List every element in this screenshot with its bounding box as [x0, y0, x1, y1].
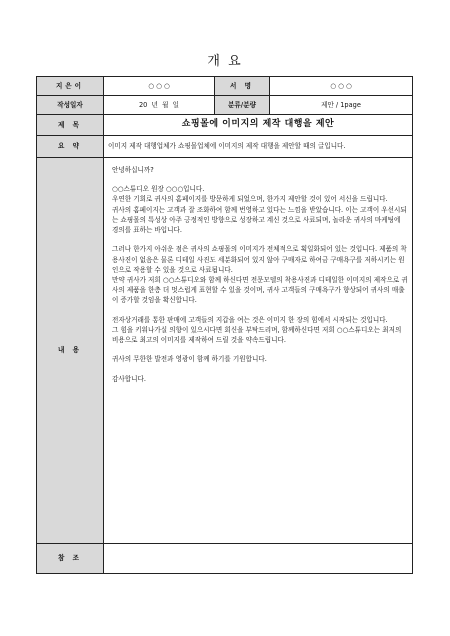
subject-row	[37, 115, 413, 136]
reference-value	[104, 544, 413, 574]
content-line: 감사합니다.	[112, 374, 146, 383]
category-label: 분류/분량	[215, 96, 270, 115]
signature-value: ○ ○ ○	[270, 77, 413, 96]
content-row	[37, 158, 413, 544]
content-line	[112, 345, 408, 354]
content-label: 내 용	[37, 158, 104, 544]
reference-label: 참 조	[37, 544, 104, 574]
summary-label: 요 약	[37, 136, 104, 158]
content-line: ○○스튜디오 원장 ○○○입니다.	[112, 185, 205, 194]
author-label: 지은이	[37, 77, 104, 96]
category-value: 제안 / 1page	[270, 96, 413, 115]
summary-value: 이미지 제작 대행업체가 쇼핑몰업체에 이미지의 제작 대행을 제안할 때의 글입니다.	[104, 136, 413, 158]
content-line: 만약 귀사가 저희 ○○스튜디오와 함께 하신다면 전문모델의 착용사진과 디테일한 이미지의 제작으로 귀사의 제품을 한층 더 멋스럽게 표현할 수 있을 것이며, 귀사 고객들의 구매욕구가 향상되어 귀사의 매출이 증가할 것임을 확신합니다.	[112, 275, 408, 305]
content-line: 우연한 기회로 귀사의 홈페이지를 방문하게 되었으며, 한가지 제안할 것이 있어 서신을 드립니다.	[112, 195, 388, 204]
content-body	[104, 158, 413, 544]
summary-row	[37, 136, 413, 158]
author-value: ○ ○ ○	[104, 77, 215, 96]
content-line: 귀사의 무한한 발전과 영광이 함께 하기를 기원합니다.	[112, 355, 267, 364]
content-line	[112, 235, 408, 244]
content-line: 그 힘을 키워나가실 의향이 있으시다면 회신을 부탁드리며, 함께하신다면 저희 ○○스튜디오는 최저의 비용으로 최고의 이미지를 제작하여 드릴 것을 약속드립니다.	[112, 325, 402, 345]
content-line	[112, 175, 408, 184]
reference-row	[37, 544, 413, 574]
document-title: 개 요	[207, 54, 243, 69]
author-row	[37, 77, 413, 96]
signature-label: 서 명	[215, 77, 270, 96]
subject-label: 제 목	[37, 115, 104, 136]
content-line: 안녕하십니까?	[112, 166, 154, 174]
content-line	[112, 306, 408, 315]
proposal-table	[36, 76, 413, 574]
date-value: 20 년 월 일	[104, 96, 215, 115]
content-line: 그러나 한가지 아쉬운 점은 귀사의 쇼핑몰의 이미지가 전체적으로 획일화되어 있는 것입니다. 제품의 착용사진이 없음은 물론 디테일 사진도 세분화되어 있지 않아 구매자로 하여금 구매욕구를 저하시키는 원인으로 작용할 수 있을 것으로 사료됩니다.	[112, 245, 407, 274]
content-line: 귀사의 홈페이지는 고객과 잘 조화하여 함께 번영하고 있다는 느낌을 받았습니다. 이는 고객이 우선시되는 쇼핑몰의 특성상 아주 긍정적인 방향으로 성장하고 계신 것으로 사료되며, 놀라운 귀사의 마케팅에 경의를 표하는 바입니다.	[112, 205, 407, 235]
content-line: 전자상거래를 통한 판매에 고객들의 지갑을 여는 것은 이미지 한 장의 힘에서 시작되는 것입니다.	[112, 315, 388, 324]
date-row	[37, 96, 413, 115]
content-line	[112, 365, 408, 374]
subject-value: 쇼핑몰에 이미지의 제작 대행을 제안	[104, 115, 413, 136]
date-label: 작성일자	[37, 96, 104, 115]
